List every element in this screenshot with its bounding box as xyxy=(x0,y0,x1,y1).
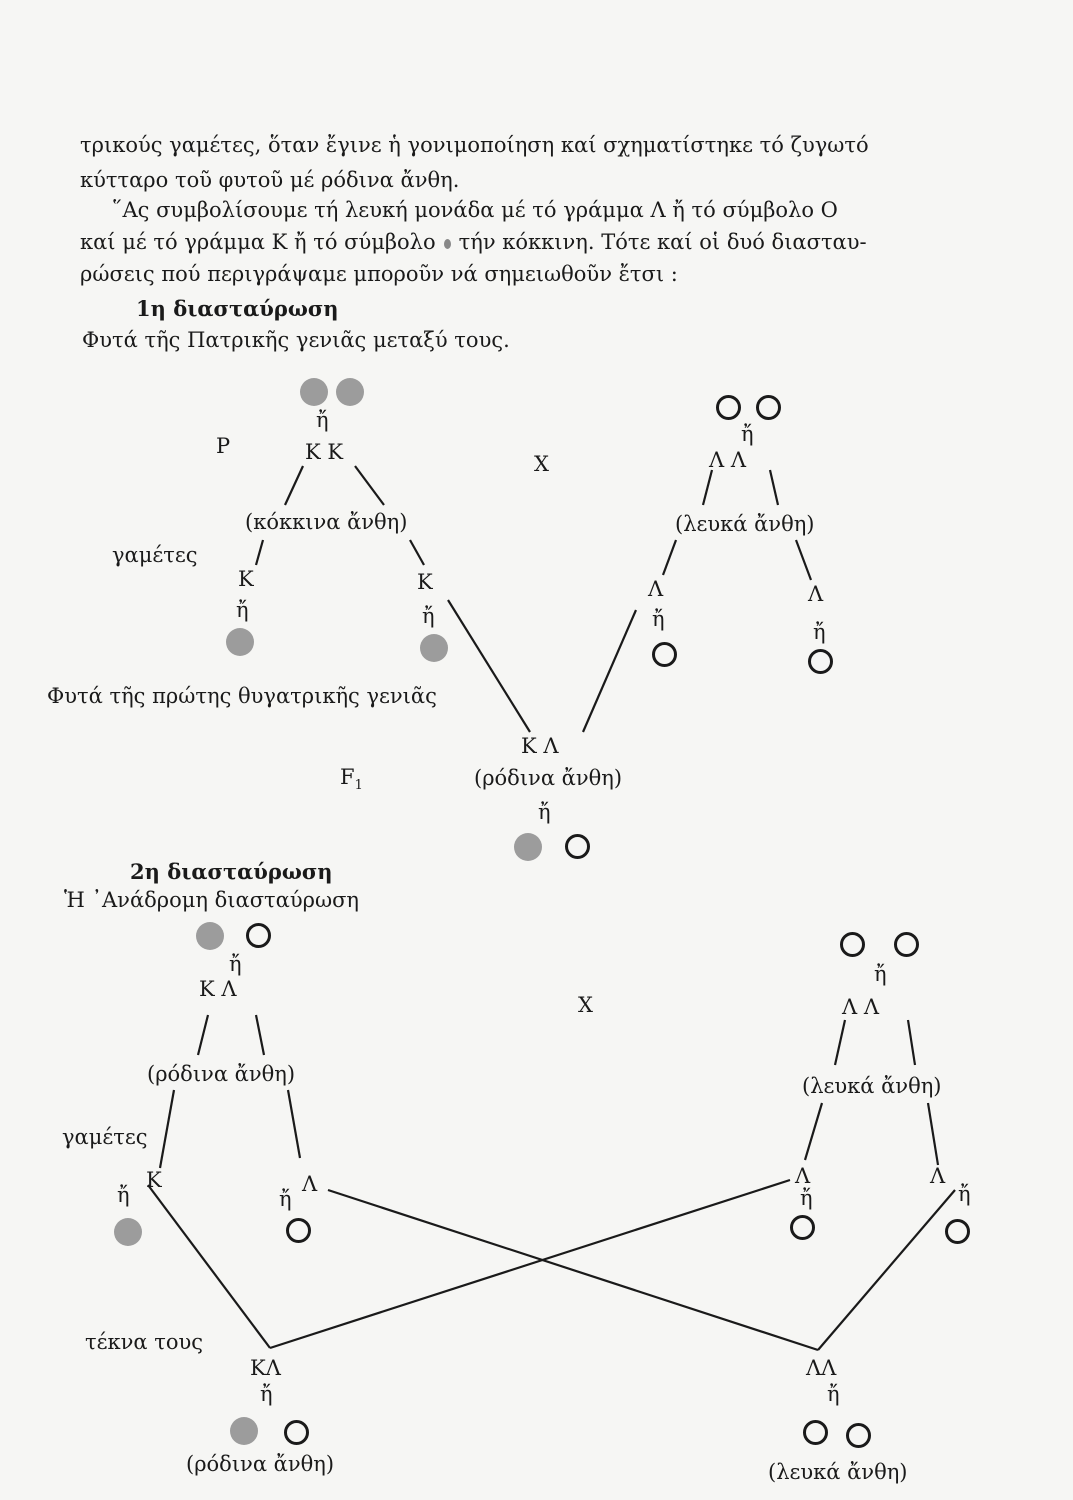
gametes-label: γαμέτες xyxy=(62,1125,148,1149)
f1-subscript: 1 xyxy=(354,778,363,794)
daughter-generation-label: Φυτά τῆς πρώτης θυγατρικῆς γενιᾶς xyxy=(47,684,437,708)
or-label: ἤ xyxy=(316,408,329,432)
or-label: ἤ xyxy=(741,422,754,446)
or-label: ἤ xyxy=(236,598,249,622)
cross1-subheading: Φυτά τῆς Πατρικῆς γενιᾶς μεταξύ τους. xyxy=(82,328,510,352)
offspring-genotype-white: ΛΛ xyxy=(806,1356,837,1380)
red-dot-icon xyxy=(300,378,328,406)
white-ring-icon xyxy=(284,1420,309,1445)
pink-flowers-label: (ρόδινα ἄνθη) xyxy=(147,1062,296,1086)
gamete-label: Λ xyxy=(795,1164,811,1188)
text-line-2: κύτταρο τοῦ φυτοῦ μέ ρόδινα ἄνθη. xyxy=(80,168,460,192)
or-label: ἤ xyxy=(229,952,242,976)
offspring-genotype-pink: ΚΛ xyxy=(250,1356,281,1380)
red-dot-icon xyxy=(514,833,542,861)
white-flowers-label: (λευκά ἄνθη) xyxy=(768,1460,908,1484)
white-ring-icon xyxy=(790,1215,815,1240)
or-label: ἤ xyxy=(538,800,551,824)
f1-letter: F xyxy=(340,765,355,789)
white-ring-icon xyxy=(945,1219,970,1244)
or-label: ἤ xyxy=(874,962,887,986)
text-line-1: τρικούς γαμέτες, ὅταν ἔγινε ἡ γονιμοποίηση καί σχηματίστηκε τό ζυγωτό xyxy=(80,133,869,157)
gamete-label: Κ xyxy=(238,567,254,591)
genotype-pink-parent: Κ Λ xyxy=(199,977,237,1001)
cross-symbol: X xyxy=(534,452,549,476)
f1-label xyxy=(340,765,363,798)
f1-genotype: Κ Λ xyxy=(521,734,559,758)
red-dot-icon xyxy=(336,378,364,406)
text-line-3: ῞Ας συμβολίσουμε τή λευκή μονάδα μέ τό γράμμα Λ ἤ τό σύμβολο O xyxy=(112,198,838,222)
white-ring-icon xyxy=(840,932,865,957)
cross2-heading: 2η διασταύρωση xyxy=(130,859,333,884)
pink-flowers-label: (ρόδινα ἄνθη) xyxy=(474,766,623,790)
white-ring-icon xyxy=(803,1420,828,1445)
red-dot-icon xyxy=(226,628,254,656)
white-ring-icon xyxy=(756,395,781,420)
white-flowers-label: (λευκά ἄνθη) xyxy=(802,1074,942,1098)
gamete-label: Λ xyxy=(648,577,664,601)
red-dot-icon xyxy=(196,922,224,950)
gamete-label: Λ xyxy=(930,1164,946,1188)
cross2-subheading: Ἡ ᾿Ανάδρομη διασταύρωση xyxy=(64,888,360,912)
or-label: ἤ xyxy=(279,1187,292,1211)
white-ring-icon xyxy=(652,642,677,667)
or-label: ἤ xyxy=(652,607,665,631)
white-ring-icon xyxy=(808,649,833,674)
or-label: ἤ xyxy=(422,604,435,628)
white-flowers-label: (λευκά ἄνθη) xyxy=(675,512,815,536)
gametes-label: γαμέτες xyxy=(112,543,198,567)
or-label: ἤ xyxy=(827,1382,840,1406)
offspring-label: τέκνα τους xyxy=(85,1330,204,1354)
white-ring-icon xyxy=(246,923,271,948)
cross1-heading: 1η διασταύρωση xyxy=(136,296,339,321)
text-line-4b: τήν κόκκινη. Τότε καί οἱ δυό διασταυ- xyxy=(458,230,867,254)
or-label: ἤ xyxy=(117,1183,130,1207)
red-dot-icon xyxy=(114,1218,142,1246)
or-label: ἤ xyxy=(800,1186,813,1210)
red-flowers-label: (κόκκινα ἄνθη) xyxy=(245,510,408,534)
white-ring-icon xyxy=(565,834,590,859)
genotype-white-parent: Λ Λ xyxy=(842,995,880,1019)
or-label: ἤ xyxy=(813,620,826,644)
gamete-label: Λ xyxy=(808,582,824,606)
genotype-red-parent: Κ Κ xyxy=(305,440,344,464)
white-ring-icon xyxy=(894,932,919,957)
white-ring-icon xyxy=(846,1423,871,1448)
gamete-label: Κ xyxy=(146,1168,162,1192)
or-label: ἤ xyxy=(958,1182,971,1206)
red-dot-icon xyxy=(230,1417,258,1445)
text-line-4a: καί μέ τό γράμμα Κ ἤ τό σύμβολο xyxy=(80,230,436,254)
or-label: ἤ xyxy=(260,1382,273,1406)
pink-flowers-label: (ρόδινα ἄνθη) xyxy=(186,1452,335,1476)
genotype-white-parent: Λ Λ xyxy=(709,448,747,472)
gamete-label: Κ xyxy=(417,570,433,594)
white-ring-icon xyxy=(286,1218,311,1243)
cross-symbol: X xyxy=(578,993,593,1017)
text-line-5: ρώσεις πού περιγράψαμε μποροῦν νά σημειωθοῦν ἔτσι : xyxy=(80,262,678,286)
red-dot-icon xyxy=(420,634,448,662)
gamete-label: Λ xyxy=(302,1172,318,1196)
parental-label: P xyxy=(216,434,231,458)
white-ring-icon xyxy=(716,395,741,420)
